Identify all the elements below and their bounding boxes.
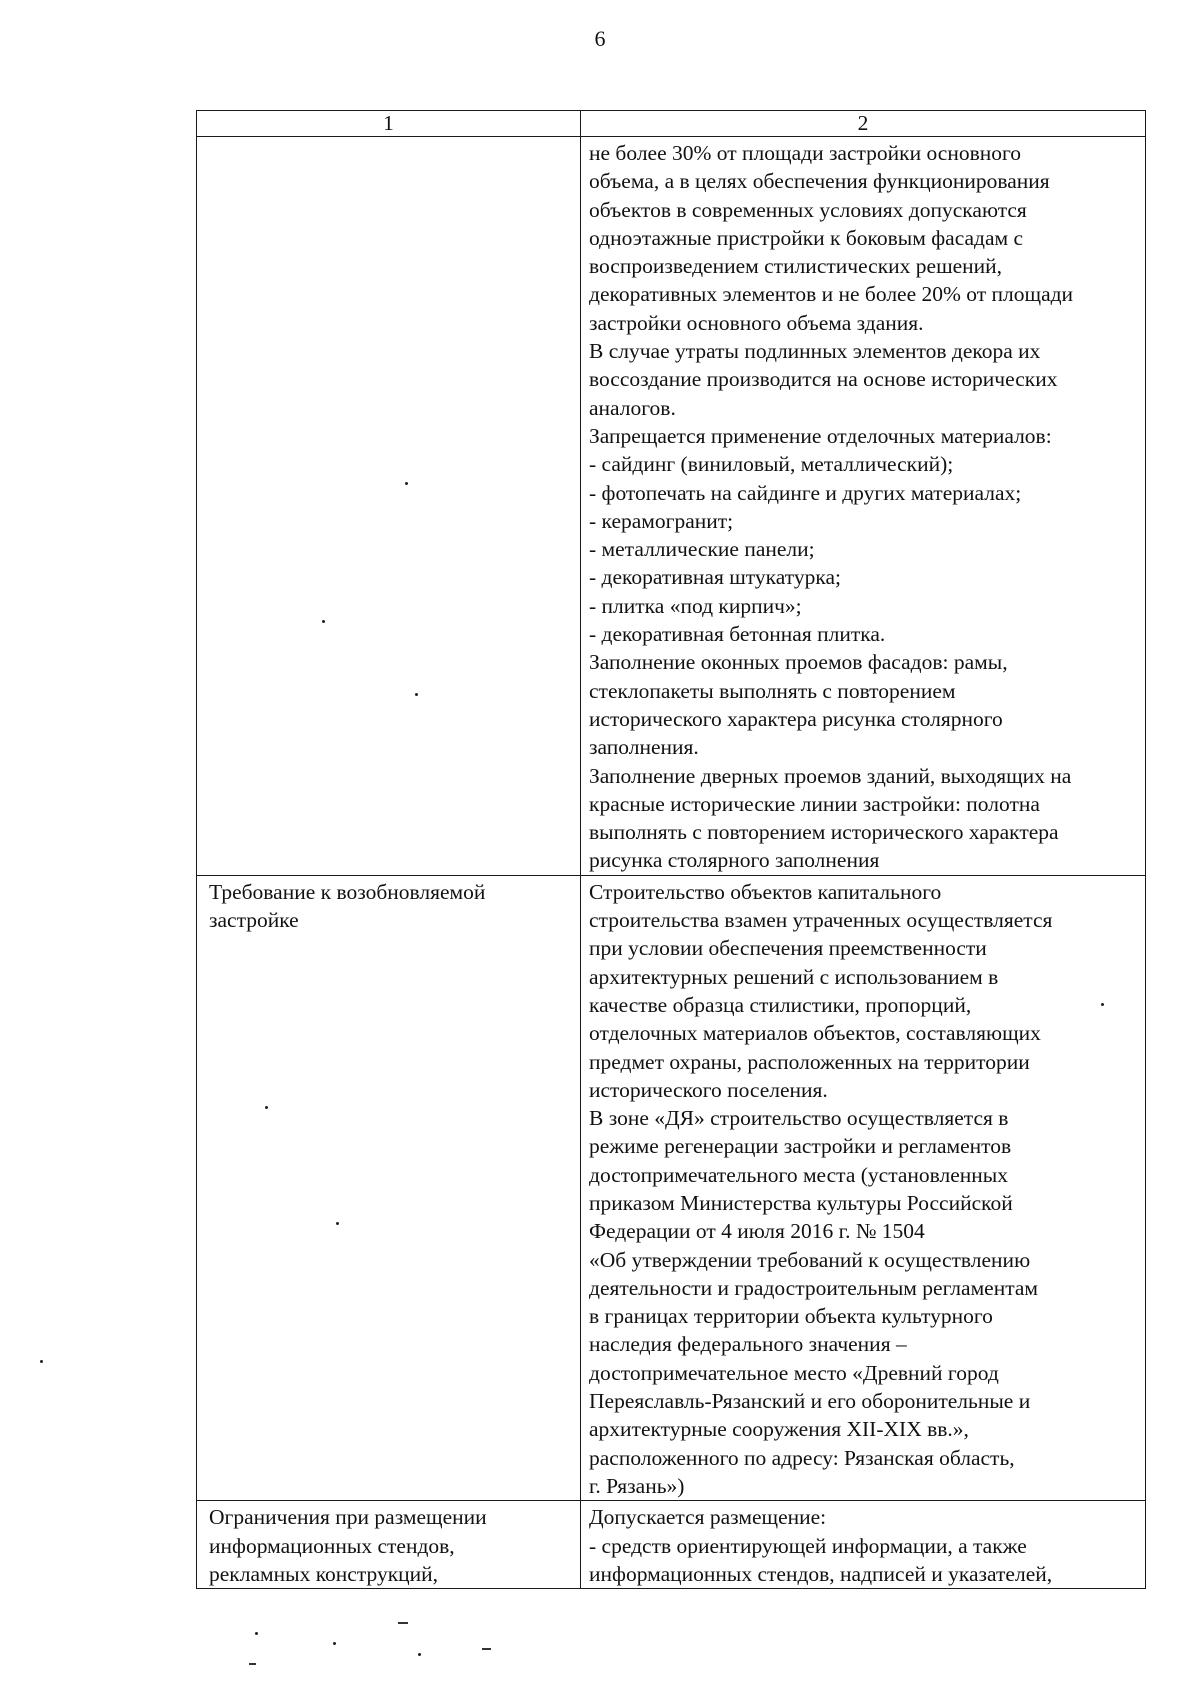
table-row xyxy=(197,1501,1146,1589)
page-number: 6 xyxy=(594,26,606,51)
text-line: Заполнение дверных проемов зданий, выходящих на xyxy=(589,763,1072,788)
row-1-left-cell xyxy=(197,137,581,876)
scan-speck xyxy=(255,1632,258,1635)
scan-dash xyxy=(249,1663,256,1665)
text-line: застройки основного объема здания. xyxy=(589,310,924,335)
text-line: воспроизведением стилистических решений, xyxy=(589,254,1003,279)
text-line: предмет охраны, расположенных на территории xyxy=(589,1049,1030,1074)
scan-speck xyxy=(265,1106,268,1109)
text-line: декоративных элементов и не более 20% от площади xyxy=(589,282,1074,307)
text-line: архитектурных решений с использованием в xyxy=(589,964,999,989)
text-line: воссоздание производится на основе исторических xyxy=(589,367,1058,392)
table-row xyxy=(197,875,1146,1501)
scan-dash xyxy=(398,1622,408,1624)
text-line: - металлические панели; xyxy=(589,537,815,562)
scan-speck xyxy=(333,1642,336,1645)
column-header-2: 2 xyxy=(581,111,1146,137)
text-line: деятельности и градостроительным регламентам xyxy=(589,1275,1039,1300)
scan-speck xyxy=(418,1653,421,1656)
text-line: расположенного по адресу: Рязанская область, xyxy=(589,1445,1015,1470)
text-line: красные исторические линии застройки: полотна xyxy=(589,791,1040,816)
text-line: рекламных конструкций, xyxy=(209,1561,439,1586)
text-line: режиме регенерации застройки и регламентов xyxy=(589,1134,1012,1159)
row-1-right-cell xyxy=(581,137,1146,876)
text-line: Требование к возобновляемой xyxy=(209,879,486,904)
text-line: - декоративная штукатурка; xyxy=(589,565,841,590)
text-line: В случае утраты подлинных элементов декора их xyxy=(589,339,1041,364)
text-line: достопримечательного места (установленных xyxy=(589,1162,1008,1187)
text-line: качестве образца стилистики, пропорций, xyxy=(589,992,972,1017)
text-line: отделочных материалов объектов, составляющих xyxy=(589,1021,1041,1046)
requirements-table xyxy=(196,110,1146,1589)
text-line: архитектурные сооружения XII-XIX вв.», xyxy=(589,1417,969,1442)
text-line: Ограничения при размещении xyxy=(209,1505,487,1530)
column-header-1: 1 xyxy=(197,111,581,137)
text-line: наследия федерального значения – xyxy=(589,1332,907,1357)
scan-speck xyxy=(322,620,325,623)
text-line: - фотопечать на сайдинге и других материалах; xyxy=(589,480,1022,505)
text-line: информационных стендов, надписей и указателей, xyxy=(589,1561,1053,1586)
text-line: при условии обеспечения преемственности xyxy=(589,936,987,961)
table-header-row xyxy=(197,111,1146,137)
text-line: Запрещается применение отделочных материалов: xyxy=(589,423,1052,448)
text-line: - декоративная бетонная плитка. xyxy=(589,622,886,647)
text-line: Допускается размещение: xyxy=(589,1505,827,1530)
text-line: В зоне «ДЯ» строительство осуществляется в xyxy=(589,1106,1009,1131)
text-line: - плитка «под кирпич»; xyxy=(589,593,802,618)
text-line: исторического характера рисунка столярного xyxy=(589,706,1003,731)
text-line: «Об утверждении требований к осуществлению xyxy=(589,1247,1031,1272)
text-line: аналогов. xyxy=(589,395,676,420)
scan-speck xyxy=(1101,1003,1104,1006)
scan-speck xyxy=(415,693,418,696)
text-line: Федерации от 4 июля 2016 г. № 1504 xyxy=(589,1219,925,1244)
text-line: информационных стендов, xyxy=(209,1533,455,1558)
text-line: не более 30% от площади застройки основного xyxy=(589,141,1022,165)
text-line: рисунка столярного заполнения xyxy=(589,848,880,873)
text-line: достопримечательное место «Древний город xyxy=(589,1360,999,1385)
scan-dash xyxy=(482,1648,491,1650)
row-2-left-cell xyxy=(197,875,581,1501)
text-line: г. Рязань») xyxy=(589,1473,685,1498)
table-row xyxy=(197,137,1146,876)
row-2-right-cell xyxy=(581,875,1146,1501)
text-line: Строительство объектов капитального xyxy=(589,879,942,904)
text-line: - керамогранит; xyxy=(589,508,734,533)
text-line: исторического поселения. xyxy=(589,1077,828,1102)
text-line: приказом Министерства культуры Российской xyxy=(589,1190,1013,1215)
row-3-right-cell xyxy=(581,1501,1146,1589)
text-line: - сайдинг (виниловый, металлический); xyxy=(589,452,954,477)
text-line: - средств ориентирующей информации, а также xyxy=(589,1533,1027,1558)
text-line: стеклопакеты выполнять с повторением xyxy=(589,678,956,703)
text-line: строительства взамен утраченных осуществляется xyxy=(589,908,1053,933)
text-line: застройке xyxy=(209,908,299,933)
text-line: Заполнение оконных проемов фасадов: рамы, xyxy=(589,650,1008,675)
text-line: одноэтажные пристройки к боковым фасадам с xyxy=(589,225,1024,250)
text-line: заполнения. xyxy=(589,735,699,760)
text-line: выполнять с повторением исторического характера xyxy=(589,820,1059,845)
row-3-left-cell xyxy=(197,1501,581,1589)
text-line: в границах территории объекта культурного xyxy=(589,1304,993,1329)
text-line: Переяславль-Рязанский и его оборонительные и xyxy=(589,1389,1031,1414)
scan-speck xyxy=(336,1222,339,1225)
text-line: объема, а в целях обеспечения функционирования xyxy=(589,169,1050,194)
text-line: объектов в современных условиях допускаются xyxy=(589,197,1027,222)
scan-speck xyxy=(40,1360,43,1363)
scan-speck xyxy=(405,482,408,485)
